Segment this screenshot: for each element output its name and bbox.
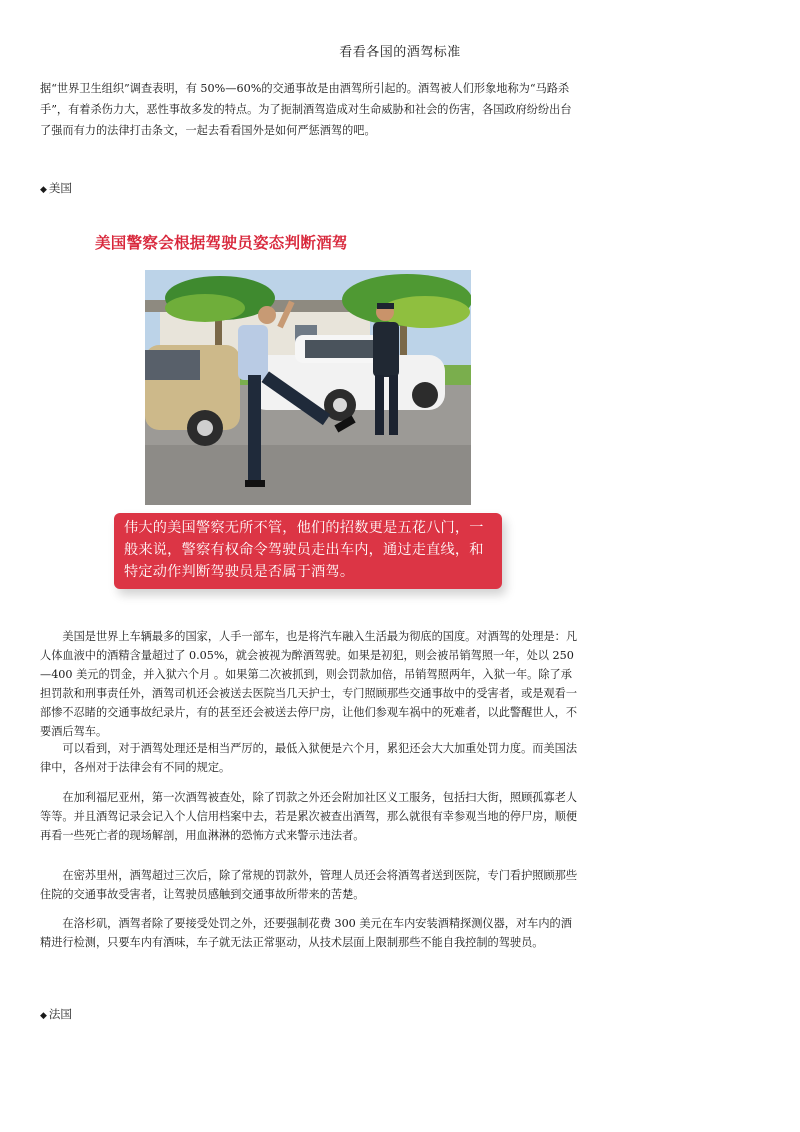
- image-caption: 美国警察会根据驾驶员姿态判断酒驾: [95, 234, 348, 252]
- page-title: 看看各国的酒驾标准: [339, 45, 461, 60]
- bullet-icon: ◆: [40, 1011, 47, 1021]
- body-paragraph-4: 在密苏里州，酒驾超过三次后，除了常规的罚款外，管理人员还会将酒驾者送到医院，专门看护照顾那些住院的交通事故受害者，让驾驶员感触到交通事故所带来的苦楚。: [40, 869, 578, 901]
- body-paragraph-2: 可以看到，对于酒驾处理还是相当严厉的，最低入狱便是六个月，累犯还会大大加重处罚力度。而美国法律中，各州对于法律会有不同的规定。: [40, 742, 578, 774]
- intro-paragraph: 据“世界卫生组织”调查表明，有 50%—60%的交通事故是由酒驾所引起的。酒驾被人们形象地称为“马路杀手”，有着杀伤力大，恶性事故多发的特点。为了扼制酒驾造成对生命威胁和社会的伤害，各国政府纷纷出台了强而有力的法律打击条文，一起去看看国外是如何严惩酒驾的吧。: [40, 82, 572, 137]
- image-boxed-text: 伟大的美国警察无所不管，他们的招数更是五花八门，一般来说，警察有权命令驾驶员走出车内，通过走直线，和特定动作判断驾驶员是否属于酒驾。: [114, 513, 502, 589]
- photo-police-sobriety-test: [145, 270, 471, 505]
- body-paragraph-1: 美国是世界上车辆最多的国家，人手一部车，也是将汽车融入生活最为彻底的国度。对酒驾的处理是：凡人体血液中的酒精含量超过了 0.05%，就会被视为醉酒驾驶。如果是初犯，则会被吊销驾照一年，处以 250—400 美元的罚金，并入狱六个月 。如果第二次被抓到，则会罚款加倍，吊销驾照两年，入狱一年。除了承担罚款和刑事责任外，酒驾司机还会被送去医院当几天护士，专门照顾那些交通事故中的受害者，或是观看一部惨不忍睹的交通事故纪录片，有的甚至还会被送去停尸房，让他们参观车祸中的死难者，以此警醒世人，不要酒后驾车。: [40, 630, 578, 738]
- bullet-icon: ◆: [40, 185, 47, 195]
- section-heading-fr-label: 法国: [48, 1007, 72, 1021]
- body-paragraph-5: 在洛杉矶，酒驾者除了要接受处罚之外，还要强制花费 300 美元在车内安装酒精探测仪器，对车内的酒精进行检测，只要车内有酒味，车子就无法正常驱动，从技术层面上限制那些不能自我控制的驾驶员。: [40, 917, 572, 949]
- body-paragraph-3: 在加利福尼亚州，第一次酒驾被查处，除了罚款之外还会附加社区义工服务，包括扫大街，照顾孤寡老人等等。并且酒驾记录会记入个人信用档案中去，若是累次被查出酒驾，那么就很有幸参观当地的停尸房，顺便再看一些死亡者的现场解剖，用血淋淋的恐怖方式来警示违法者。: [40, 791, 578, 842]
- section-heading-fr: [40, 1006, 72, 1022]
- section-heading-us-label: 美国: [48, 181, 72, 195]
- section-heading-us: [40, 180, 72, 196]
